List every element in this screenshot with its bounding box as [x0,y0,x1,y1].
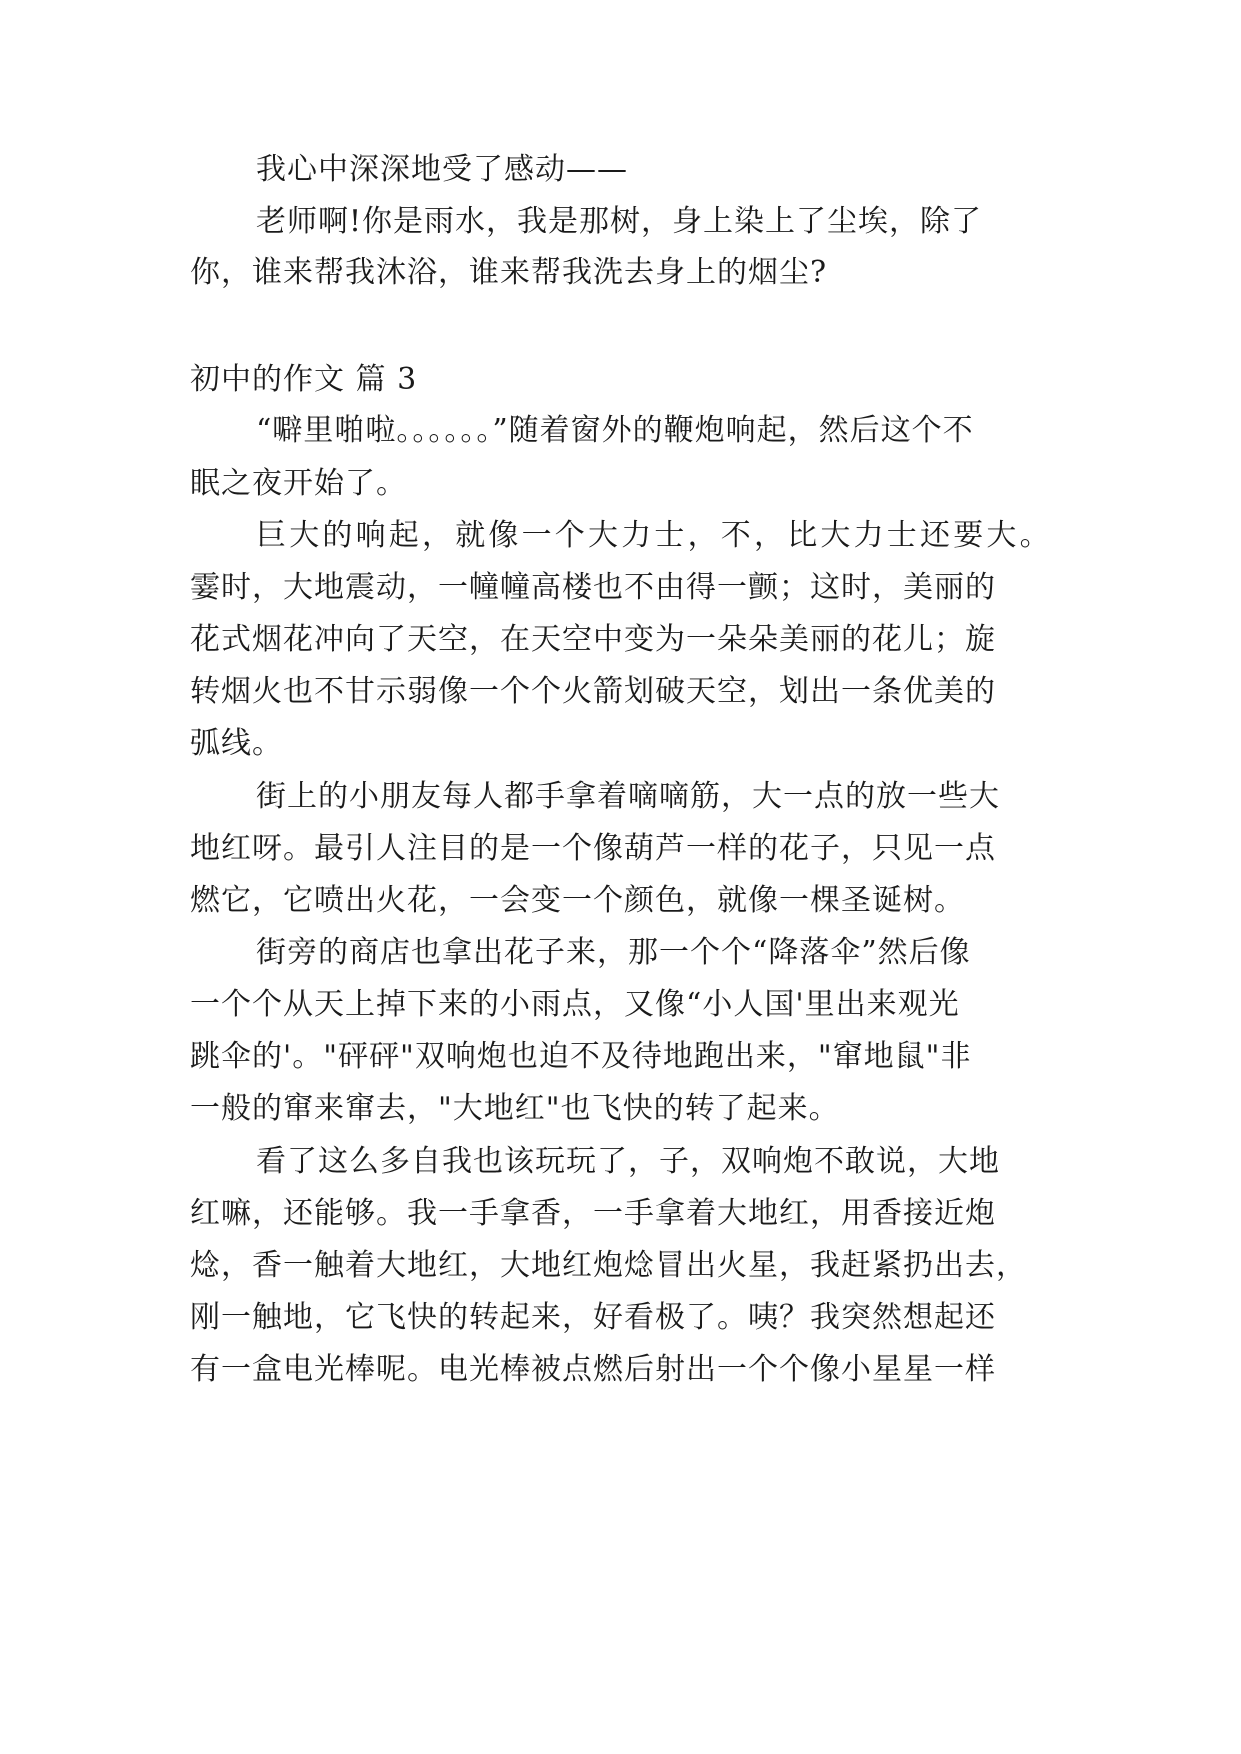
text-line: 花式烟花冲向了天空，在天空中变为一朵朵美丽的花儿；旋 [190,622,996,657]
text-line: 转烟火也不甘示弱像一个个火箭划破天空，划出一条优美的 [190,674,996,709]
text-line: 眠之夜开始了。 [190,466,407,501]
text-line: 刚一触地，它飞快的转起来，好看极了。咦？我突然想起还 [190,1300,996,1335]
text-line: 街旁的商店也拿出花子来，那一个个“降落伞”然后像 [256,935,971,970]
text-line: “噼里啪啦。。。。。。”随着窗外的鞭炮响起，然后这个不 [256,413,974,448]
text-line: 一个个从天上掉下来的小雨点，又像“小人国'里出来观光 [190,987,960,1022]
text-line: 你，谁来帮我沐浴，谁来帮我洗去身上的烟尘? [190,255,828,290]
text-line: 地红呀。最引人注目的是一个像葫芦一样的花子，只见一点 [190,831,996,866]
text-line: 看了这么多自我也该玩玩了，子，双响炮不敢说，大地 [256,1144,1000,1179]
text-line: 红嘛，还能够。我一手拿香，一手拿着大地红，用香接近炮 [190,1196,996,1231]
text-line: 有一盒电光棒呢。电光棒被点燃后射出一个个像小星星一样 [190,1352,996,1387]
section-heading: 初中的作文 篇 3 [190,362,418,397]
text-line: 老师啊!你是雨水，我是那树，身上染上了尘埃，除了 [256,204,983,239]
text-line: 巨大的响起，就像一个大力士，不，比大力士还要大。 [256,518,1053,553]
text-line: 街上的小朋友每人都手拿着嘀嘀筋，大一点的放一些大 [256,779,1000,814]
text-line: 燃它，它喷出火花，一会变一个颜色，就像一棵圣诞树。 [190,883,965,918]
text-line: 弧线。 [190,726,283,761]
text-line: 霎时，大地震动，一幢幢高楼也不由得一颤；这时，美丽的 [190,570,996,605]
text-line: 跳伞的'。"砰砰"双响炮也迫不及待地跑出来，"窜地鼠"非 [190,1039,972,1074]
text-line: 一般的窜来窜去，"大地红"也飞快的转了起来。 [190,1091,840,1126]
text-line: 焾，香一触着大地红，大地红炮焾冒出火星，我赶紧扔出去， [190,1248,1027,1283]
text-line: 我心中深深地受了感动—— [256,152,628,187]
